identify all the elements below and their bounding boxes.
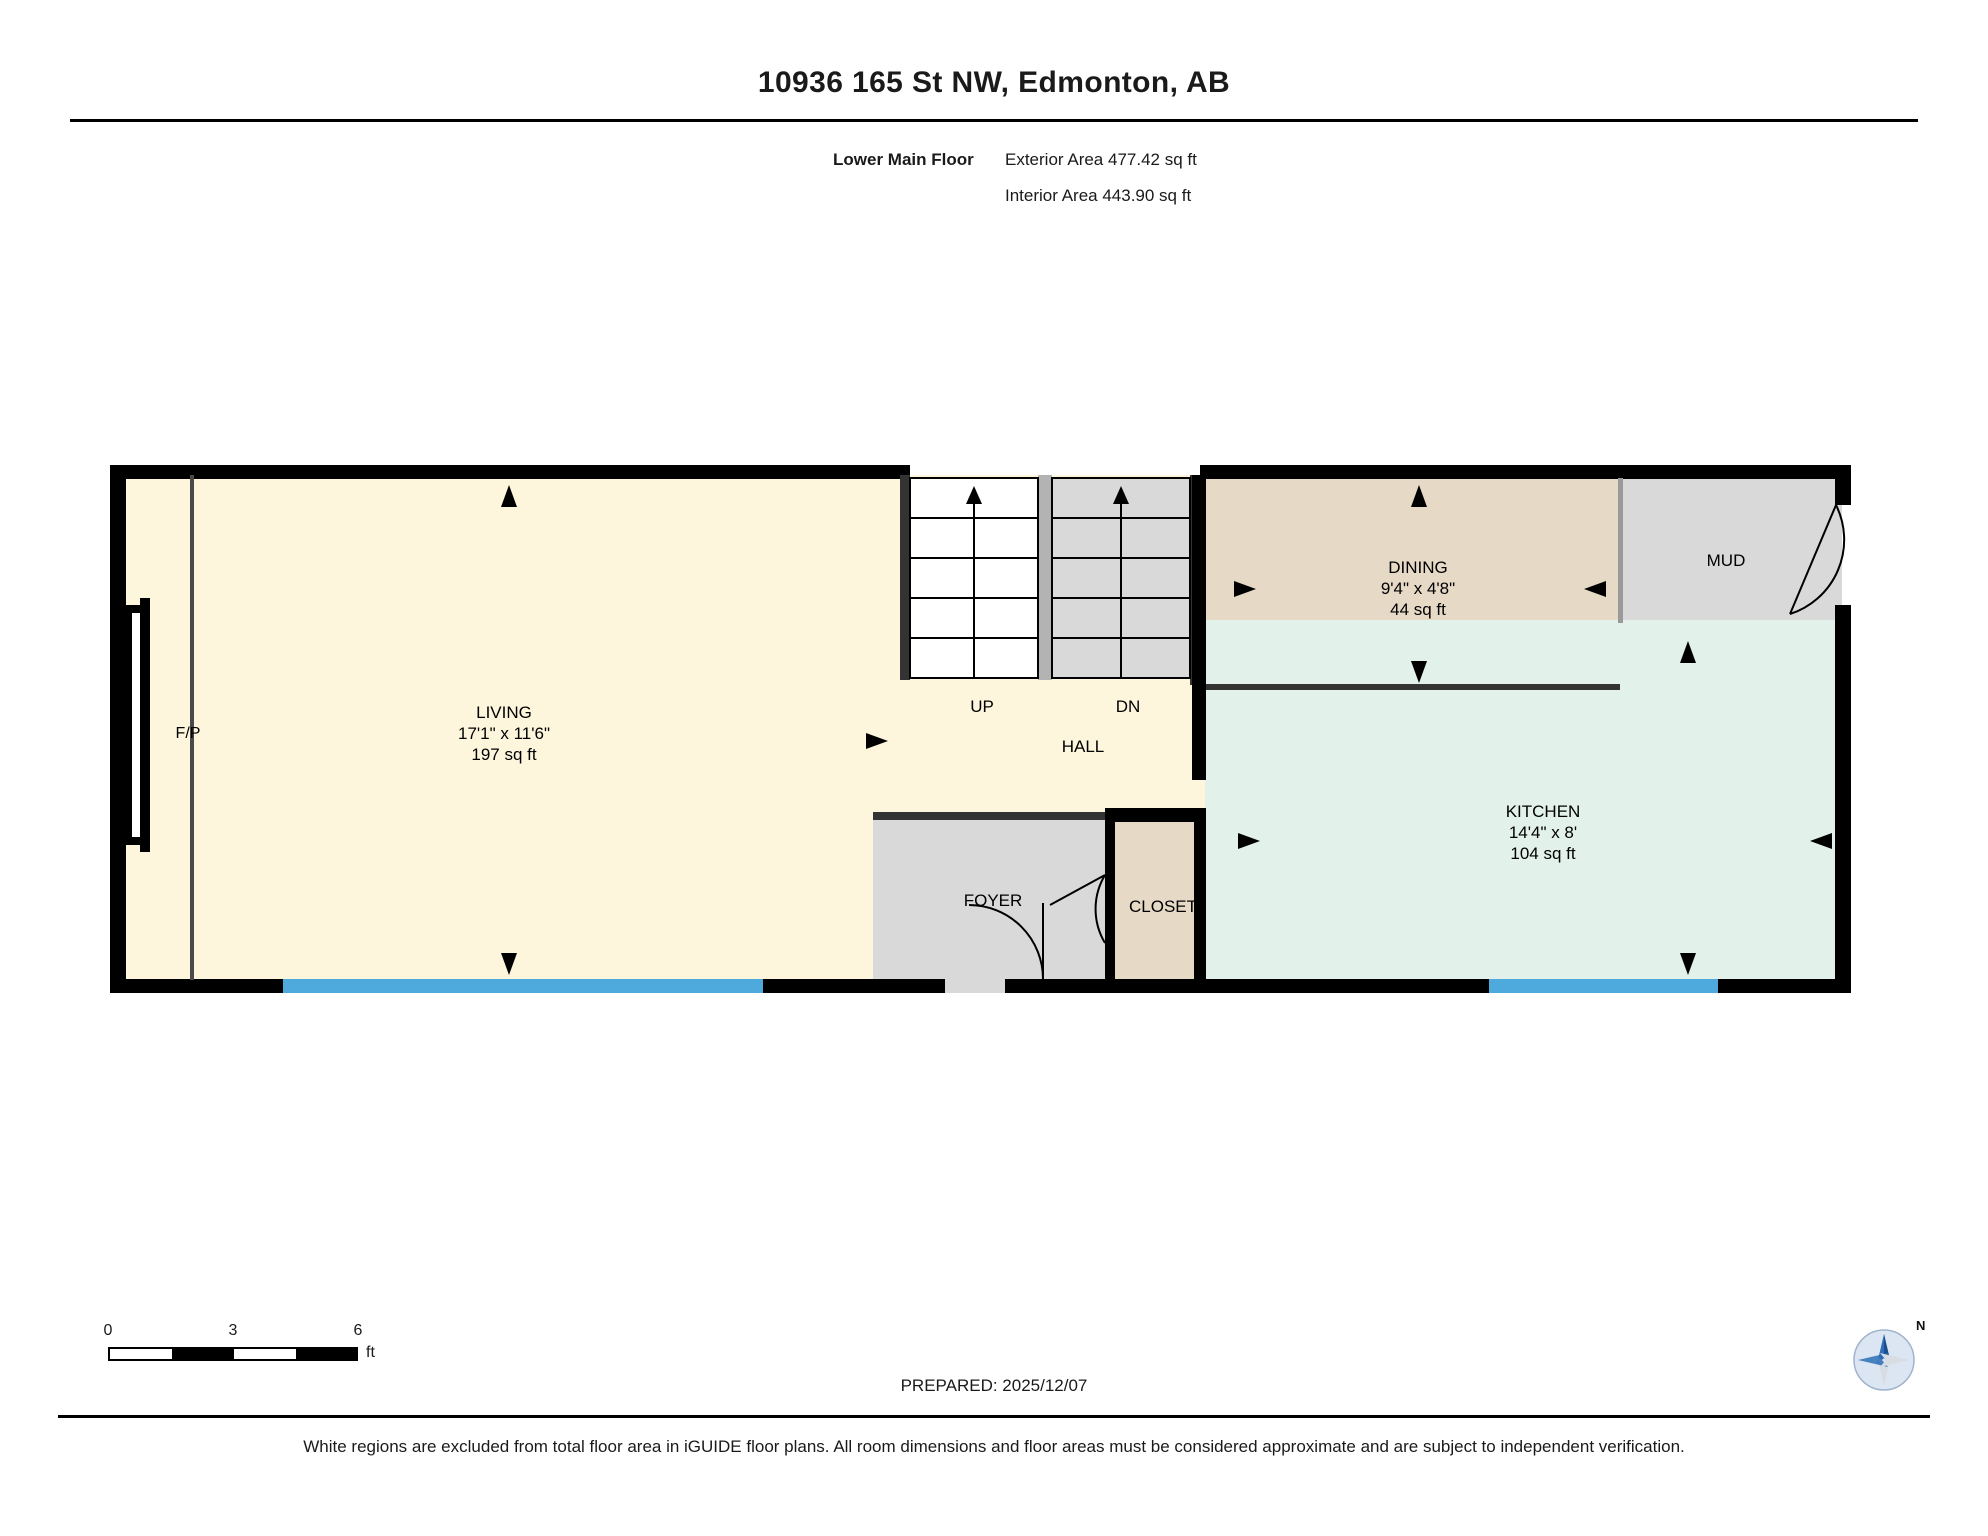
room-label-hall: HALL	[1061, 737, 1105, 756]
room-area: 44 sq ft	[1390, 600, 1446, 619]
room-name: LIVING	[476, 703, 532, 722]
room-name: KITCHEN	[1505, 802, 1581, 821]
room-dims: 9'4" x 4'8"	[1380, 579, 1456, 598]
wall-mud-left	[1618, 478, 1623, 623]
room-label-foyer: FOYER	[963, 891, 1023, 910]
window-kitchen-bottom	[1489, 979, 1718, 993]
wall-top-right	[1200, 465, 1850, 479]
wall-foyer-top	[873, 812, 1113, 820]
room-dims: 14'4" x 8'	[1508, 823, 1578, 842]
stairs-up	[910, 478, 1038, 678]
interior-area: Interior Area 443.90 sq ft	[1005, 186, 1192, 205]
stairs-down-label: DN	[1115, 697, 1141, 716]
disclaimer-text: White regions are excluded from total floor area in iGUIDE floor plans. All room dimensions and floor areas must be considered approximate and are subject to independent verification.	[303, 1437, 1685, 1456]
compass-icon	[1844, 1312, 1930, 1398]
scale-tick-0: 0	[103, 1322, 113, 1339]
scale-unit: ft	[366, 1344, 375, 1361]
room-label-mud: MUD	[1706, 551, 1746, 570]
compass-north-label: N	[1916, 1318, 1926, 1333]
room-label-closet: CLOSET	[1128, 897, 1198, 916]
wall-left	[110, 465, 126, 993]
wall-top-left	[110, 465, 910, 479]
wall-hall-right	[1192, 475, 1206, 780]
wall-dining-bottom	[1206, 684, 1620, 690]
room-label-dining	[1381, 558, 1455, 619]
room-area: 197 sq ft	[471, 745, 537, 764]
wall-right-lower	[1835, 605, 1851, 993]
page-title: 10936 165 St NW, Edmonton, AB	[757, 66, 1231, 99]
scale-tick-6: 6	[353, 1322, 363, 1339]
wall-stair-left	[900, 475, 910, 680]
wall-closet-top	[1105, 808, 1206, 822]
fireplace-label: F/P	[175, 725, 201, 742]
door-threshold-foyer	[945, 979, 1005, 993]
room-area: 104 sq ft	[1510, 844, 1576, 863]
exterior-area: Exterior Area 477.42 sq ft	[1005, 150, 1197, 169]
room-dims: 17'1" x 11'6"	[458, 724, 550, 743]
floor-label: Lower Main Floor	[833, 150, 974, 169]
wall-right-upper	[1835, 465, 1851, 505]
window-living-bottom	[283, 979, 763, 993]
room-label-kitchen	[1506, 802, 1581, 863]
wall-closet-left	[1105, 812, 1115, 982]
room-name: DINING	[1388, 558, 1448, 577]
fireplace-frame	[140, 598, 150, 852]
scale-bar-graphic	[108, 1347, 358, 1361]
wall-stair-middle	[1038, 475, 1052, 680]
scale-bar	[103, 1322, 378, 1372]
prepared-date: PREPARED: 2025/12/07	[900, 1376, 1088, 1395]
stairs-up-label: UP	[970, 697, 994, 716]
scale-ticks	[103, 1322, 378, 1344]
scale-tick-3: 3	[228, 1322, 238, 1339]
stairs-down	[1052, 478, 1190, 678]
footer-divider	[58, 1415, 1930, 1418]
